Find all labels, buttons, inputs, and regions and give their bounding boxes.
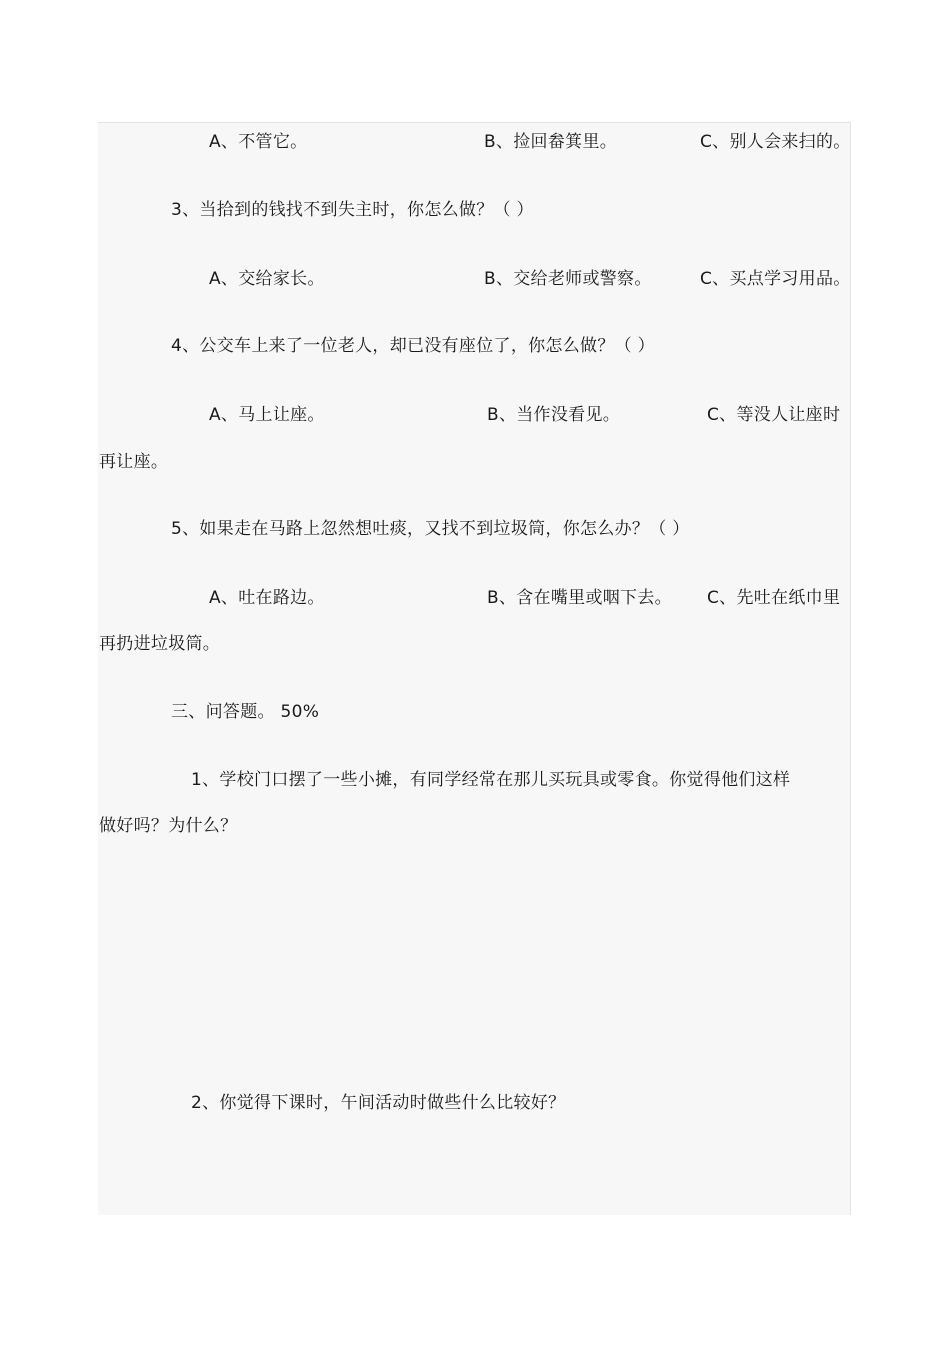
section-heading: 三、问答题。 50% xyxy=(171,702,320,722)
q3-option-c: C、买点学习用品。 xyxy=(700,269,851,289)
q4-option-a: A、马上让座。 xyxy=(209,405,325,425)
q3-option-b: B、交给老师或警察。 xyxy=(484,269,652,289)
q4-option-c: C、等没人让座时 xyxy=(707,405,841,425)
q5-option-c-continued: 再扔进垃圾筒。 xyxy=(99,634,221,654)
essay-q2: 2、你觉得下课时，午间活动时做些什么比较好？ xyxy=(191,1093,566,1113)
q3-question: 3、当拾到的钱找不到失主时，你怎么做？（ ） xyxy=(171,200,534,220)
q5-option-a: A、吐在路边。 xyxy=(209,588,325,608)
q2-option-c: C、别人会来扫的。 xyxy=(700,132,851,152)
q5-option-c: C、先吐在纸巾里 xyxy=(707,588,841,608)
q4-option-b: B、当作没看见。 xyxy=(487,405,621,425)
essay-q1-line2: 做好吗？为什么？ xyxy=(99,816,238,836)
q5-option-b: B、含在嘴里或咽下去。 xyxy=(487,588,672,608)
q2-option-a: A、不管它。 xyxy=(209,132,308,152)
q2-option-b: B、捡回畚箕里。 xyxy=(484,132,618,152)
q3-option-a: A、交给家长。 xyxy=(209,269,325,289)
q5-question: 5、如果走在马路上忽然想吐痰，又找不到垃圾筒，你怎么办？（ ） xyxy=(171,519,690,539)
q4-option-c-continued: 再让座。 xyxy=(99,452,169,472)
q4-question: 4、公交车上来了一位老人，却已没有座位了，你怎么做？（ ） xyxy=(171,336,655,356)
essay-q1-line1: 1、学校门口摆了一些小摊，有同学经常在那儿买玩具或零食。你觉得他们这样 xyxy=(191,770,791,790)
